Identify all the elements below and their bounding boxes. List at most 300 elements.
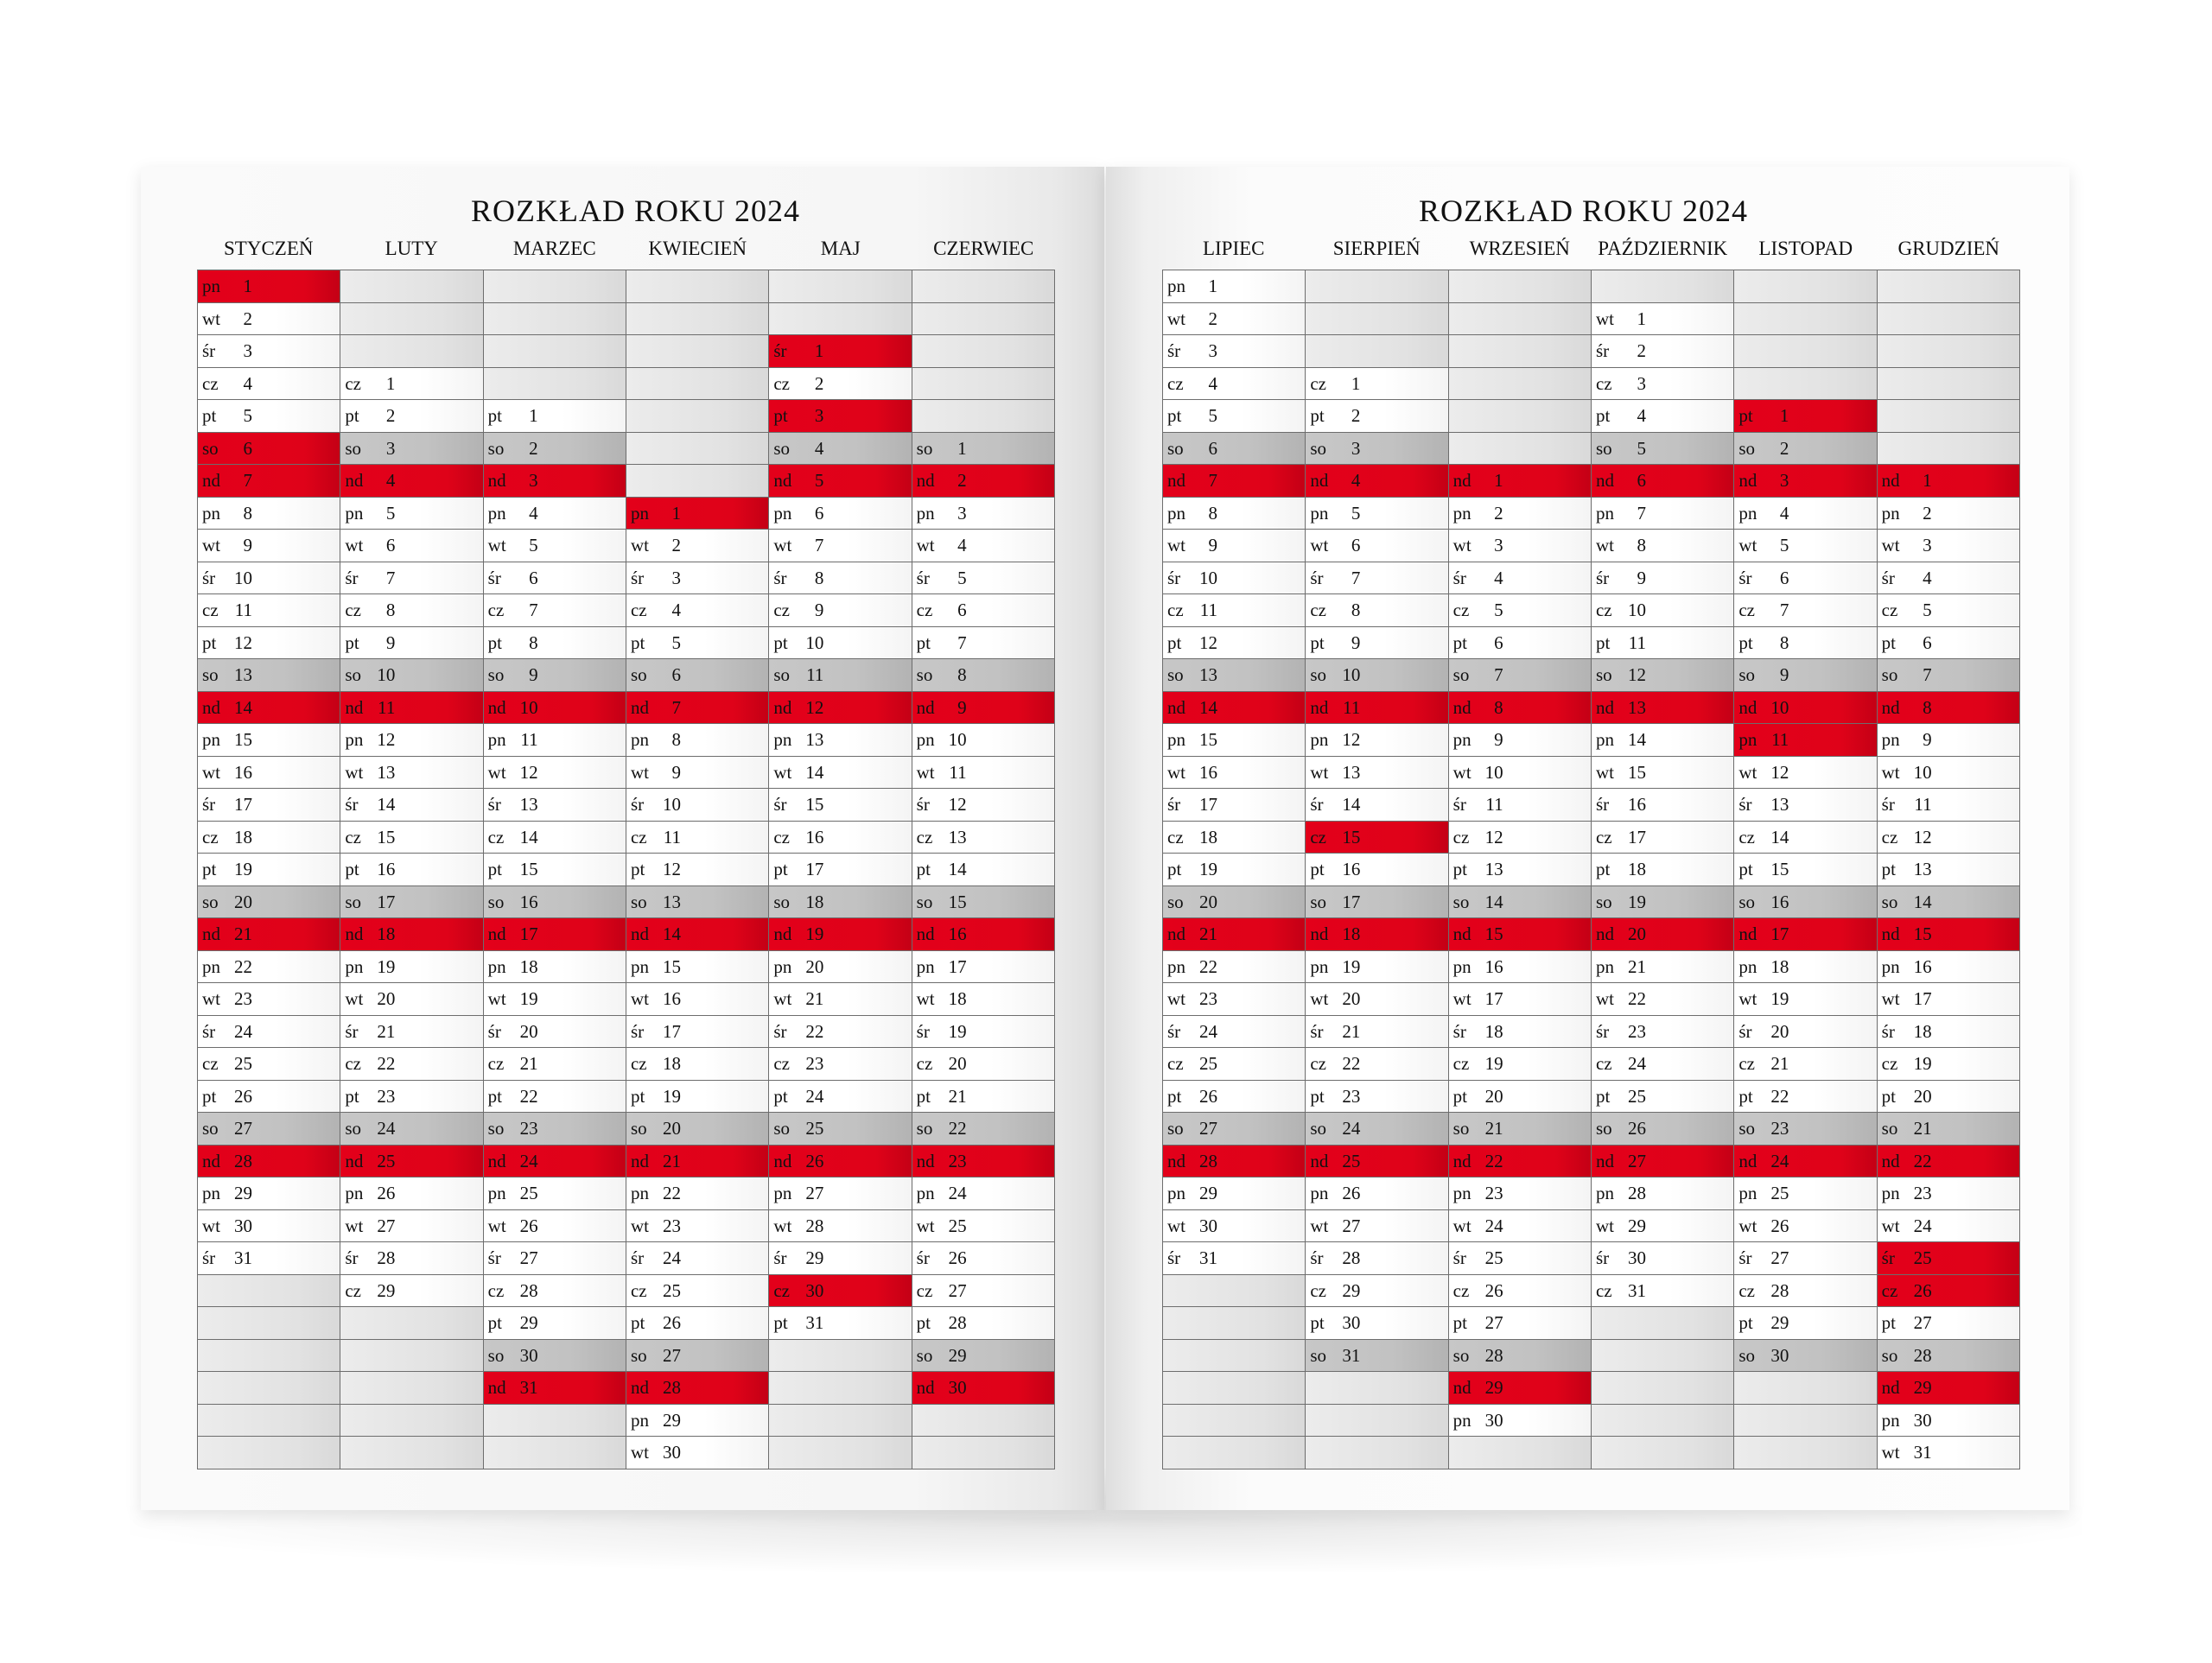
day-cell (1449, 918, 1592, 951)
day-cell (1592, 854, 1734, 886)
day-cell (1878, 1048, 2020, 1081)
day-cell (1878, 1210, 2020, 1243)
weekday-label: pt (1452, 1085, 1467, 1107)
day-number: 25 (234, 1053, 252, 1074)
empty-cell (1878, 335, 2020, 368)
empty-cell (484, 1405, 626, 1438)
day-number: 26 (1770, 1215, 1789, 1236)
weekday-label: cz (1310, 600, 1326, 620)
empty-cell (769, 1340, 912, 1373)
weekday-label: pt (202, 1085, 217, 1107)
day-cell (1306, 1242, 1448, 1275)
day-number: 14 (1484, 891, 1503, 912)
day-number: 28 (234, 1150, 252, 1171)
day-number: 20 (519, 1020, 538, 1042)
weekday-label: pn (345, 1183, 364, 1203)
day-cell (626, 854, 769, 886)
day-number: 28 (1342, 1247, 1361, 1268)
day-cell (1163, 400, 1306, 433)
weekday-label: śr (1310, 1020, 1324, 1042)
day-number: 21 (1770, 1053, 1789, 1074)
day-number: 8 (1637, 535, 1646, 555)
weekday-label: nd (1310, 1150, 1329, 1171)
weekday-label: nd (630, 1377, 649, 1398)
day-number: 6 (814, 502, 824, 524)
day-cell (484, 1275, 626, 1308)
day-cell (626, 530, 769, 562)
day-number: 6 (385, 535, 396, 555)
day-cell (626, 1177, 769, 1210)
weekday-label: so (916, 1118, 933, 1139)
weekday-label: pn (1310, 955, 1329, 977)
day-cell (1734, 465, 1877, 498)
day-number: 7 (243, 470, 252, 491)
weekday-label: śr (773, 1247, 787, 1268)
day-cell (769, 1146, 912, 1178)
day-number: 24 (662, 1247, 681, 1268)
empty-cell (1163, 1405, 1306, 1438)
weekday-label: cz (1738, 600, 1755, 620)
weekday-label: pn (1595, 1183, 1614, 1203)
day-cell (1163, 1242, 1306, 1275)
day-cell (1734, 1048, 1877, 1081)
weekday-label: wt (1595, 988, 1614, 1009)
day-cell (1306, 530, 1448, 562)
weekday-label: śr (202, 567, 216, 588)
day-number: 25 (1770, 1183, 1789, 1203)
day-cell (1163, 757, 1306, 790)
day-number: 24 (805, 1085, 824, 1107)
weekday-label: pt (1167, 1085, 1182, 1107)
day-number: 12 (662, 859, 681, 879)
weekday-label: pn (345, 502, 364, 524)
empty-cell (198, 1405, 340, 1438)
day-cell (626, 498, 769, 530)
weekday-label: pn (202, 502, 220, 524)
day-number: 18 (1913, 1020, 1932, 1042)
day-number: 1 (385, 372, 396, 394)
day-cell (484, 918, 626, 951)
weekday-label: wt (1881, 988, 1900, 1009)
day-cell (1734, 918, 1877, 951)
day-number: 16 (1199, 761, 1217, 783)
empty-cell (1163, 1372, 1306, 1405)
day-number: 21 (377, 1020, 396, 1042)
day-number: 18 (805, 891, 824, 912)
weekday-label: wt (916, 761, 935, 783)
weekday-label: cz (630, 1053, 647, 1074)
weekday-label: nd (1881, 470, 1900, 491)
day-number: 23 (1770, 1118, 1789, 1139)
day-number: 27 (1342, 1215, 1361, 1236)
weekday-label: pn (630, 1409, 649, 1431)
weekday-label: so (345, 664, 362, 685)
day-number: 24 (948, 1183, 967, 1203)
weekday-label: nd (1452, 1150, 1471, 1171)
day-number: 25 (1627, 1085, 1646, 1107)
day-number: 12 (1342, 729, 1361, 750)
weekday-label: śr (487, 1247, 501, 1268)
day-cell (1734, 659, 1877, 692)
weekday-label: pn (1167, 729, 1185, 750)
empty-cell (912, 1405, 1055, 1438)
day-number: 1 (529, 405, 538, 426)
day-number: 26 (1199, 1085, 1217, 1107)
day-cell (912, 757, 1055, 790)
weekday-label: cz (1738, 1279, 1755, 1301)
empty-cell (912, 368, 1055, 401)
weekday-label: pt (773, 405, 788, 426)
weekday-label: pn (1595, 502, 1614, 524)
weekday-label: nd (916, 696, 935, 718)
day-cell (1592, 1210, 1734, 1243)
month-header: CZERWIEC (933, 238, 1034, 259)
day-cell (1734, 822, 1877, 854)
weekday-label: wt (202, 308, 220, 329)
day-cell (340, 1146, 483, 1178)
day-cell (340, 886, 483, 919)
weekday-label: cz (202, 1053, 219, 1074)
weekday-label: pn (1452, 729, 1471, 750)
day-cell (198, 368, 340, 401)
day-number: 1 (1637, 308, 1646, 329)
day-number: 19 (1627, 891, 1646, 912)
day-number: 23 (1484, 1183, 1503, 1203)
day-number: 24 (234, 1020, 252, 1042)
empty-cell (1449, 1437, 1592, 1469)
weekday-label: so (916, 891, 933, 912)
day-number: 2 (1208, 308, 1217, 329)
day-number: 23 (662, 1215, 681, 1236)
day-number: 27 (662, 1344, 681, 1366)
empty-cell (484, 335, 626, 368)
day-cell (912, 951, 1055, 984)
weekday-label: nd (202, 470, 220, 491)
weekday-label: śr (1167, 1247, 1181, 1268)
weekday-label: pn (202, 729, 220, 750)
weekday-label: pn (202, 1183, 220, 1203)
weekday-label: pn (202, 955, 220, 977)
weekday-label: wt (1595, 535, 1614, 555)
weekday-label: so (916, 664, 933, 685)
day-cell (1163, 886, 1306, 919)
weekday-label: so (487, 891, 505, 912)
day-cell (912, 1340, 1055, 1373)
day-number: 18 (1484, 1020, 1503, 1042)
day-number: 27 (948, 1279, 967, 1301)
day-number: 5 (1637, 437, 1646, 459)
weekday-label: pn (1881, 729, 1900, 750)
day-number: 10 (948, 729, 967, 750)
weekday-label: śr (1452, 794, 1466, 815)
day-cell (626, 594, 769, 627)
day-cell (1163, 789, 1306, 822)
weekday-label: wt (1881, 1215, 1900, 1236)
weekday-label: pt (1595, 1085, 1611, 1107)
day-number: 24 (377, 1118, 396, 1139)
day-number: 27 (1484, 1312, 1503, 1333)
weekday-label: so (345, 1118, 362, 1139)
weekday-label: śr (1167, 340, 1181, 361)
day-cell (1306, 1048, 1448, 1081)
day-cell (1449, 789, 1592, 822)
day-cell (1163, 1048, 1306, 1081)
day-number: 30 (234, 1215, 252, 1236)
day-number: 4 (671, 600, 681, 620)
day-number: 19 (1484, 1053, 1503, 1074)
empty-cell (484, 1437, 626, 1469)
day-cell (1734, 854, 1877, 886)
empty-cell (1306, 1372, 1448, 1405)
day-cell (1734, 1016, 1877, 1049)
weekday-label: pt (916, 859, 931, 879)
month-headers (197, 238, 1055, 270)
weekday-label: so (1881, 1344, 1898, 1366)
weekday-label: wt (487, 535, 506, 555)
weekday-label: so (345, 891, 362, 912)
day-number: 20 (1627, 924, 1646, 944)
weekday-label: wt (916, 1215, 935, 1236)
day-cell (484, 692, 626, 725)
weekday-label: pt (1167, 405, 1182, 426)
day-cell (912, 692, 1055, 725)
weekday-label: cz (630, 600, 647, 620)
day-number: 16 (948, 924, 967, 944)
day-number: 9 (1779, 664, 1789, 685)
day-cell (912, 1048, 1055, 1081)
month-header: LISTOPAD (1758, 238, 1853, 259)
empty-cell (912, 303, 1055, 336)
day-number: 3 (814, 405, 824, 426)
day-cell (1306, 400, 1448, 433)
day-cell (769, 757, 912, 790)
day-cell (198, 1081, 340, 1114)
day-number: 6 (529, 567, 538, 588)
day-cell (198, 594, 340, 627)
day-cell (1163, 270, 1306, 303)
day-number: 18 (948, 988, 967, 1009)
day-number: 31 (1913, 1442, 1932, 1463)
day-number: 9 (1208, 535, 1217, 555)
weekday-label: wt (1167, 761, 1185, 783)
weekday-label: nd (1452, 470, 1471, 491)
day-cell (1449, 1307, 1592, 1340)
weekday-label: pt (487, 859, 502, 879)
day-cell (1878, 951, 2020, 984)
day-cell (198, 724, 340, 757)
day-number: 23 (1342, 1085, 1361, 1107)
day-number: 4 (1494, 567, 1503, 588)
weekday-label: śr (1881, 1247, 1895, 1268)
day-number: 30 (805, 1279, 824, 1301)
weekday-label: so (202, 437, 219, 459)
day-number: 26 (1627, 1118, 1646, 1139)
day-cell (1592, 1016, 1734, 1049)
day-number: 11 (806, 664, 824, 685)
day-cell (1592, 1177, 1734, 1210)
day-number: 8 (957, 664, 967, 685)
day-number: 20 (1199, 891, 1217, 912)
day-cell (1734, 594, 1877, 627)
day-number: 22 (1770, 1085, 1789, 1107)
day-cell (1734, 692, 1877, 725)
weekday-label: pn (1595, 729, 1614, 750)
month-columns (197, 270, 1055, 1469)
day-cell (1734, 1113, 1877, 1146)
day-number: 7 (1494, 664, 1503, 685)
day-number: 5 (1923, 600, 1932, 620)
day-number: 13 (377, 761, 396, 783)
day-number: 6 (1351, 535, 1361, 555)
day-number: 22 (1484, 1150, 1503, 1171)
day-number: 26 (1484, 1279, 1503, 1301)
day-cell (1306, 757, 1448, 790)
day-cell (1592, 627, 1734, 660)
weekday-label: cz (1310, 372, 1326, 394)
day-number: 16 (1770, 891, 1789, 912)
day-cell (626, 1242, 769, 1275)
weekday-label: cz (916, 1053, 933, 1074)
day-number: 17 (1199, 794, 1217, 815)
day-cell (1163, 822, 1306, 854)
day-cell (1878, 498, 2020, 530)
day-cell (1449, 983, 1592, 1016)
weekday-label: nd (1167, 924, 1185, 944)
day-cell (769, 789, 912, 822)
weekday-label: so (1167, 664, 1184, 685)
day-cell (769, 1113, 912, 1146)
day-cell (769, 692, 912, 725)
day-number: 1 (1923, 470, 1932, 491)
day-number: 18 (1627, 859, 1646, 879)
weekday-label: nd (345, 924, 364, 944)
day-number: 16 (1484, 955, 1503, 977)
day-cell (1592, 724, 1734, 757)
day-number: 15 (234, 729, 252, 750)
day-cell (1592, 335, 1734, 368)
day-cell (484, 951, 626, 984)
day-cell (1592, 530, 1734, 562)
day-number: 28 (662, 1377, 681, 1398)
weekday-label: cz (1167, 826, 1184, 847)
weekday-label: so (1167, 891, 1184, 912)
day-number: 22 (1199, 955, 1217, 977)
weekday-label: wt (1595, 1215, 1614, 1236)
day-number: 4 (243, 372, 252, 394)
day-cell (912, 983, 1055, 1016)
day-number: 20 (805, 955, 824, 977)
weekday-label: pn (1310, 1183, 1329, 1203)
weekday-label: pt (487, 632, 502, 653)
weekday-label: śr (630, 1247, 645, 1268)
day-number: 8 (1351, 600, 1361, 620)
empty-cell (340, 1437, 483, 1469)
day-number: 11 (1199, 600, 1217, 620)
day-number: 29 (805, 1247, 824, 1268)
day-number: 25 (1342, 1150, 1361, 1171)
day-cell (198, 335, 340, 368)
weekday-label: nd (1595, 696, 1614, 718)
day-cell (1449, 951, 1592, 984)
day-cell (484, 1340, 626, 1373)
day-cell (626, 1340, 769, 1373)
weekday-label: nd (345, 1150, 364, 1171)
day-cell (1734, 983, 1877, 1016)
weekday-label: cz (1595, 826, 1612, 847)
day-number: 12 (948, 794, 967, 815)
day-number: 14 (662, 924, 681, 944)
empty-cell (626, 433, 769, 466)
day-number: 21 (1627, 955, 1646, 977)
day-number: 14 (805, 761, 824, 783)
weekday-label: pt (773, 1085, 788, 1107)
day-cell (1592, 498, 1734, 530)
weekday-label: cz (1595, 1053, 1612, 1074)
day-cell (1163, 1113, 1306, 1146)
day-number: 16 (519, 891, 538, 912)
empty-cell (198, 1437, 340, 1469)
day-cell (626, 1210, 769, 1243)
day-number: 3 (1208, 340, 1217, 361)
day-cell (1306, 1016, 1448, 1049)
weekday-label: nd (916, 1377, 935, 1398)
day-cell (340, 1113, 483, 1146)
day-cell (1306, 498, 1448, 530)
day-cell (912, 1275, 1055, 1308)
day-cell (484, 1146, 626, 1178)
weekday-label: wt (630, 535, 649, 555)
day-number: 10 (234, 567, 252, 588)
day-cell (1306, 692, 1448, 725)
weekday-label: so (202, 1118, 219, 1139)
empty-cell (1306, 1437, 1448, 1469)
weekday-label: nd (630, 1150, 649, 1171)
weekday-label: so (345, 437, 362, 459)
weekday-label: śr (1738, 794, 1752, 815)
weekday-label: śr (1595, 340, 1610, 361)
day-cell (340, 854, 483, 886)
weekday-label: nd (773, 696, 792, 718)
day-number: 26 (1342, 1183, 1361, 1203)
weekday-label: so (1310, 664, 1327, 685)
day-cell (1878, 1081, 2020, 1114)
weekday-label: pn (1310, 502, 1329, 524)
day-cell (1592, 822, 1734, 854)
weekday-label: śr (345, 1247, 359, 1268)
day-cell (1592, 886, 1734, 919)
day-cell (1734, 627, 1877, 660)
weekday-label: cz (487, 1279, 505, 1301)
weekday-label: nd (773, 1150, 792, 1171)
weekday-label: wt (487, 1215, 506, 1236)
day-number: 3 (243, 340, 252, 361)
day-cell (1163, 562, 1306, 595)
weekday-label: cz (773, 1053, 790, 1074)
weekday-label: pt (1738, 632, 1753, 653)
day-number: 13 (1913, 859, 1932, 879)
year-grid-first-half (197, 238, 1055, 1469)
day-cell (1306, 1210, 1448, 1243)
day-cell (198, 822, 340, 854)
day-cell (626, 1437, 769, 1469)
weekday-label: pt (202, 859, 217, 879)
weekday-label: nd (916, 924, 935, 944)
day-number: 3 (1494, 535, 1503, 555)
day-cell (340, 400, 483, 433)
day-cell (1449, 1372, 1592, 1405)
weekday-label: śr (773, 567, 787, 588)
day-cell (912, 1242, 1055, 1275)
